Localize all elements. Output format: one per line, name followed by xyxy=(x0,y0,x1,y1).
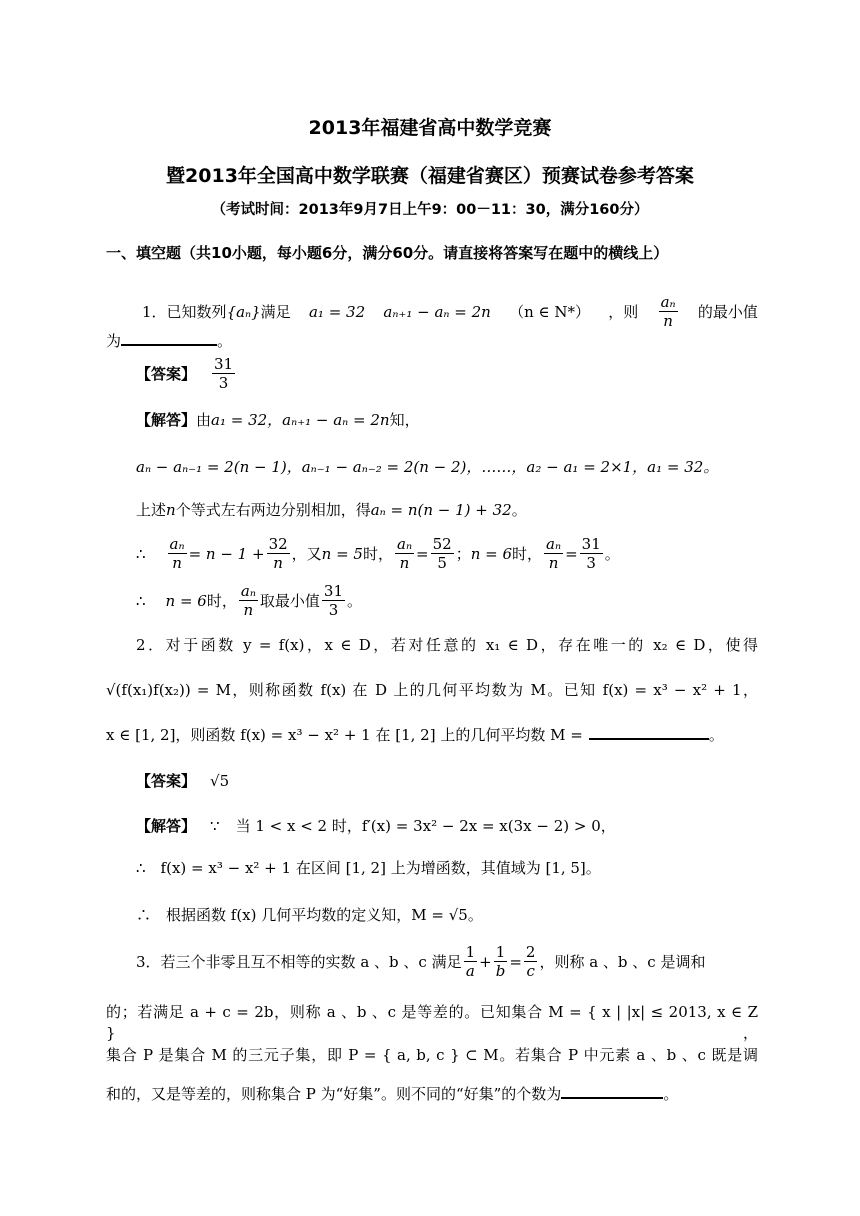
q2-solution-line1 xyxy=(136,815,616,836)
q1-sol-1b: a₁ = 32，aₙ₊₁ − aₙ = 2n xyxy=(211,411,390,429)
q2-text-3a: x ∈ [1, 2]，则函数 f(x) = x³ − x² + 1 在 [1, 2] 上的几何平均数 M = xyxy=(106,726,583,744)
q1-sol-1c: 知， xyxy=(389,411,420,429)
q3-frac2-num: 1 xyxy=(494,943,508,962)
q1-answer-num: 31 xyxy=(214,355,234,373)
q1-sol-4a: = n − 1 + xyxy=(188,544,265,563)
document-subtitle: 暨2013年全国高中数学联赛（福建省赛区）预赛试卷参考答案 xyxy=(166,165,694,187)
q3-text-1a: 3．若三个非零且互不相等的实数 a 、b 、c 满足 xyxy=(136,953,462,971)
q3-equals: = xyxy=(509,952,522,971)
q1-solution-line1 xyxy=(136,409,420,430)
q1-text-b: 满足 xyxy=(260,303,291,321)
therefore-symbol: ∴ xyxy=(136,591,146,610)
q1-text-a: 已知数列 xyxy=(166,303,227,321)
q2-solution-line3: ∴ 根据函数 f(x) 几何平均数的定义知，M = √5。 xyxy=(136,906,483,924)
q2-stem-line1: 2．对于函数 y = f(x)，x ∈ D，若对任意的 x₁ ∈ D，存在唯一的 x₂ ∈ D，使得 xyxy=(136,636,758,654)
answer-label: 【答案】 xyxy=(136,365,197,383)
q1-sol5-frac2-num: 31 xyxy=(323,582,344,600)
q1-sol4-frac1-num: aₙ xyxy=(169,535,185,553)
solution-label: 【解答】 xyxy=(136,411,197,429)
q1-sol-3d: aₙ = n(n − 1) + 32 xyxy=(370,501,512,519)
q1-cond2: aₙ₊₁ − aₙ = 2n xyxy=(383,302,491,321)
q1-sol-4f: = xyxy=(416,544,429,563)
q3-stem-line2: 的；若满足 a + c = 2b，则称 a 、b 、c 是等差的。已知集合 M = { x | |x| ≤ 2013, x ∈ Z }， xyxy=(106,1003,758,1042)
q1-sol-5b: 时， xyxy=(206,592,237,610)
q1-solution-line2 xyxy=(136,456,718,477)
q1-frac-den: n xyxy=(663,312,673,330)
q1-stem-line1 xyxy=(142,293,758,330)
q1-sol-3e: 。 xyxy=(511,501,527,519)
q1-sol4-frac5-den: n xyxy=(548,554,559,572)
q3-frac1-den: a xyxy=(465,962,475,980)
q3-frac3-num: 2 xyxy=(525,943,536,961)
q2-answer-blank xyxy=(589,726,709,740)
q1-sol-2: aₙ − aₙ₋₁ = 2(n − 1)，aₙ₋₁ − aₙ₋₂ = 2(n − 2)，……，a₂ − a₁ = 2×1，a₁ = 32。 xyxy=(136,458,719,476)
q1-sol4-frac4-num: 52 xyxy=(432,535,452,553)
q1-cond1: a₁ = 32 xyxy=(308,302,366,321)
q1-text-e: 为 xyxy=(106,332,122,350)
q1-sol4-frac2-den: n xyxy=(273,554,283,572)
solution-label: 【解答】 xyxy=(136,817,197,835)
q1-sol5-frac2 xyxy=(322,582,345,619)
answer-label: 【答案】 xyxy=(136,772,197,790)
q1-sol4-frac1 xyxy=(168,535,187,572)
q3-text-1d: ，则称 a 、b 、c 是调和 xyxy=(539,953,706,971)
q1-sol-4k: = xyxy=(565,544,578,563)
q1-answer xyxy=(136,355,237,392)
q1-sol4-frac3-num: aₙ xyxy=(397,535,413,553)
q1-solution-line5 xyxy=(136,582,362,619)
q2-text-3b: 。 xyxy=(708,726,724,744)
q1-number: 1． xyxy=(142,303,167,321)
therefore-symbol: ∴ xyxy=(136,544,146,563)
q1-sol4-frac4 xyxy=(431,535,454,572)
q3-frac2 xyxy=(494,943,508,980)
q1-cond3: （n ∈ N*） xyxy=(509,303,591,321)
q2-stem-line3 xyxy=(106,724,724,745)
q1-sol4-frac3-den: n xyxy=(399,554,410,572)
q1-sol-3a: 上述 xyxy=(136,501,167,519)
section-header: 一、填空题（共10小题，每小题6分，满分60分。请直接将答案写在题中的横线上） xyxy=(106,244,669,262)
q3-frac3-den: c xyxy=(526,962,535,980)
q3-frac1 xyxy=(464,943,478,980)
q1-sol4-frac1-den: n xyxy=(172,554,182,572)
q3-frac2-den: b xyxy=(495,962,506,980)
q1-sol-4d: n = 5 xyxy=(321,544,363,563)
q2-solution-line2: ∴ f(x) = x³ − x² + 1 在区间 [1, 2] 上为增函数，其值域为 [1, 5]。 xyxy=(136,859,601,877)
q1-sol5-frac1 xyxy=(239,582,258,619)
q2-answer-value: √5 xyxy=(210,772,230,790)
q1-sol4-frac5 xyxy=(544,535,563,572)
q1-sol-3b: n xyxy=(166,501,176,519)
q1-solution-line4 xyxy=(136,535,620,572)
q1-stem-line2: 为 。 xyxy=(106,332,233,350)
q2-answer xyxy=(136,770,229,791)
q1-seq: {aₙ} xyxy=(226,303,261,321)
q2-stem-line2: √(f(x₁)f(x₂)) = M，则称函数 f(x) 在 D 上的几何平均数为 M。已知 f(x) = x³ − x² + 1， xyxy=(106,681,758,699)
q1-sol-4c: ，又 xyxy=(291,545,322,563)
q3-answer-blank xyxy=(561,1085,663,1099)
q1-sol-5e: 。 xyxy=(347,592,363,610)
q2-sol-1a: ∵ xyxy=(210,817,220,835)
q3-frac1-num: 1 xyxy=(465,943,476,961)
q3-frac3 xyxy=(524,943,538,980)
q1-solution-line3 xyxy=(136,499,527,520)
q1-sol-3c: 个等式左右两边分别相加，得 xyxy=(175,501,371,519)
q1-sol-5a: n = 6 xyxy=(165,591,207,610)
q1-sol4-frac2 xyxy=(267,535,290,572)
exam-info: （考试时间：2013年9月7日上午9：00－11：30，满分160分） xyxy=(211,202,649,218)
q1-sol-4h: ； xyxy=(455,545,471,563)
q1-text-c: ，则 xyxy=(608,303,639,321)
q3-plus: + xyxy=(479,952,492,971)
q1-answer-den: 3 xyxy=(218,374,229,392)
q1-frac-num: aₙ xyxy=(660,293,676,311)
q1-fraction xyxy=(659,293,678,330)
q1-sol-5c: 取最小值 xyxy=(259,592,320,610)
q3-text-4a: 和的，又是等差的，则称集合 P 为“好集”。则不同的“好集”的个数为 xyxy=(106,1085,562,1103)
q3-stem-line1 xyxy=(136,943,705,980)
q1-sol-4j: 时， xyxy=(512,545,543,563)
q3-stem-line4 xyxy=(106,1083,678,1104)
document-title: 2013年福建省高中数学竞赛 xyxy=(308,117,552,139)
q1-sol5-frac2-den: 3 xyxy=(328,601,339,619)
q1-sol5-frac1-den: n xyxy=(243,601,254,619)
q1-sol4-frac5-num: aₙ xyxy=(546,535,562,553)
q1-text-d: 的最小值 xyxy=(697,303,758,321)
q3-stem-line3: 集合 P 是集合 M 的三元子集，即 P = { a, b, c } ⊂ M。若集合 P 中元素 a 、b 、c 既是调 xyxy=(106,1046,758,1064)
q1-sol-4i: n = 6 xyxy=(470,544,513,563)
q1-answer-blank xyxy=(121,332,217,346)
q1-sol-4e: 时， xyxy=(362,545,393,563)
q1-answer-fraction xyxy=(212,355,235,392)
q2-sol-1b: 当 1 < x < 2 时，f′(x) = 3x² − 2x = x(3x − 2) > 0， xyxy=(235,817,616,835)
q3-text-4b: 。 xyxy=(663,1085,679,1103)
q1-sol-1a: 由 xyxy=(196,411,212,429)
q1-sol4-frac4-den: 5 xyxy=(437,554,447,572)
q1-sol5-frac1-num: aₙ xyxy=(240,582,256,600)
q1-sol4-frac2-num: 32 xyxy=(268,535,288,553)
q1-sol-4m: 。 xyxy=(604,545,620,563)
q1-sol4-frac6-den: 3 xyxy=(586,554,596,572)
q1-sol4-frac6 xyxy=(580,535,603,572)
q1-sol4-frac3 xyxy=(395,535,414,572)
q1-sol4-frac6-num: 31 xyxy=(581,535,601,553)
